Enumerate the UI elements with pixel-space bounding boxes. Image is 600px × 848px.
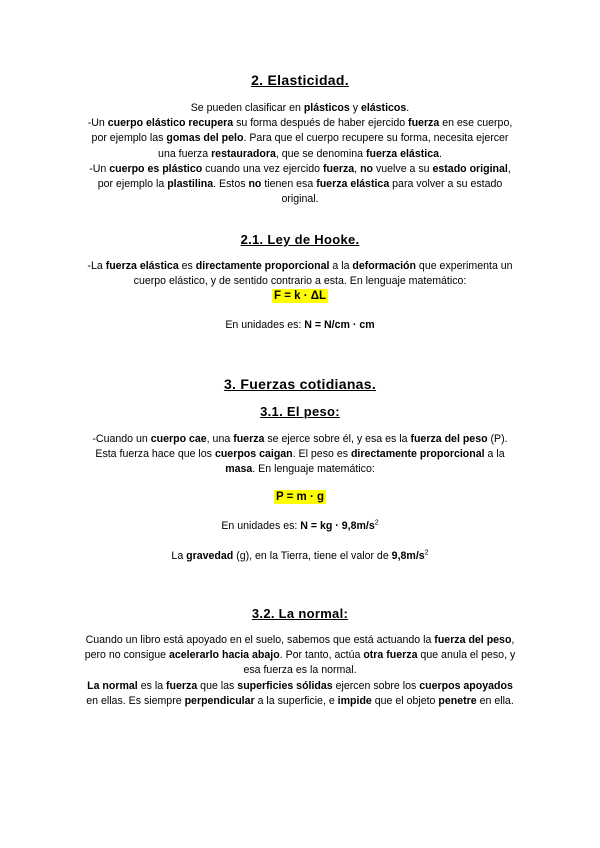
- units-peso: [70, 519, 530, 534]
- units-hooke: [70, 318, 530, 333]
- text-line: original.: [281, 193, 319, 206]
- text-line: -La fuerza elástica es directamente proporcional a la deformación que experimenta un: [87, 260, 513, 272]
- section-title-fuerzas-cotidianas: 3. Fuerzas cotidianas.: [223, 376, 377, 392]
- text-line: Se pueden clasificar en plásticos y elásticos.: [190, 102, 410, 114]
- text-line: En unidades es: N = kg · $9,8m/s^2$: [221, 519, 379, 532]
- text-line: masa. En lenguaje matemático:: [225, 463, 375, 476]
- text-line: pero no consigue acelerarlo hacia abajo. Por tanto, actúa otra fuerza que anula el peso, y: [84, 649, 516, 662]
- formula-line: [70, 490, 530, 505]
- paragraph-hooke: [70, 259, 530, 305]
- text-line: por ejemplo las gomas del pelo. Para que el cuerpo recupere su forma, necesita ejercer: [91, 132, 509, 145]
- formula-hooke: F = k · ΔL: [273, 290, 327, 303]
- text-line: Cuando un libro está apoyado en el suelo, sabemos que está actuando la fuerza del peso,: [85, 634, 515, 646]
- section-title-elasticidad: 2. Elasticidad.: [251, 72, 349, 88]
- formula-peso-line: [70, 490, 530, 505]
- text-line: La gravedad (g), en la Tierra, tiene el valor de $9,8m/s^2$: [171, 549, 429, 562]
- section-title-el-peso: 3.1. El peso:: [260, 404, 340, 419]
- text-line: una fuerza restauradora, que se denomina fuerza elástica.: [158, 147, 442, 160]
- text-line: En unidades es: N = N/cm · cm: [225, 319, 375, 331]
- formula-peso: P = m · g: [275, 491, 325, 503]
- text-line: -Un cuerpo elástico recupera su forma después de haber ejercido fuerza en ese cuerpo,: [87, 117, 513, 130]
- text-line: Esta fuerza hace que los cuerpos caigan. El peso es directamente proporcional a la: [95, 448, 505, 461]
- text-line: -Un cuerpo es plástico cuando una vez ejercido fuerza, no vuelve a su estado original,: [89, 162, 511, 175]
- text-line: cuerpo elástico, y de sentido contrario a esta. En lenguaje matemático:: [133, 275, 467, 288]
- gravity-value: [70, 549, 530, 564]
- text-line: -Cuando un cuerpo cae, una fuerza se ejerce sobre él, y esa es la fuerza del peso (P).: [92, 433, 508, 445]
- formula-line: [70, 289, 530, 304]
- section-title-ley-de-hooke: 2.1. Ley de Hooke.: [240, 232, 360, 247]
- paragraph-peso: [70, 432, 530, 478]
- text-line: La normal es la fuerza que las superficies sólidas ejercen sobre los cuerpos apoyados: [87, 679, 513, 692]
- text-line: por ejemplo la plastilina. Estos no tienen esa fuerza elástica para volver a su estado: [97, 178, 503, 191]
- section-title-la-normal: 3.2. La normal:: [251, 606, 349, 621]
- paragraph-normal: [70, 633, 530, 709]
- text-line: en ellas. Es siempre perpendicular a la superficie, e impide que el objeto penetre en ella.: [86, 694, 514, 707]
- text-line: esa fuerza es la normal.: [243, 664, 357, 677]
- paragraph-elasticidad: [70, 101, 530, 207]
